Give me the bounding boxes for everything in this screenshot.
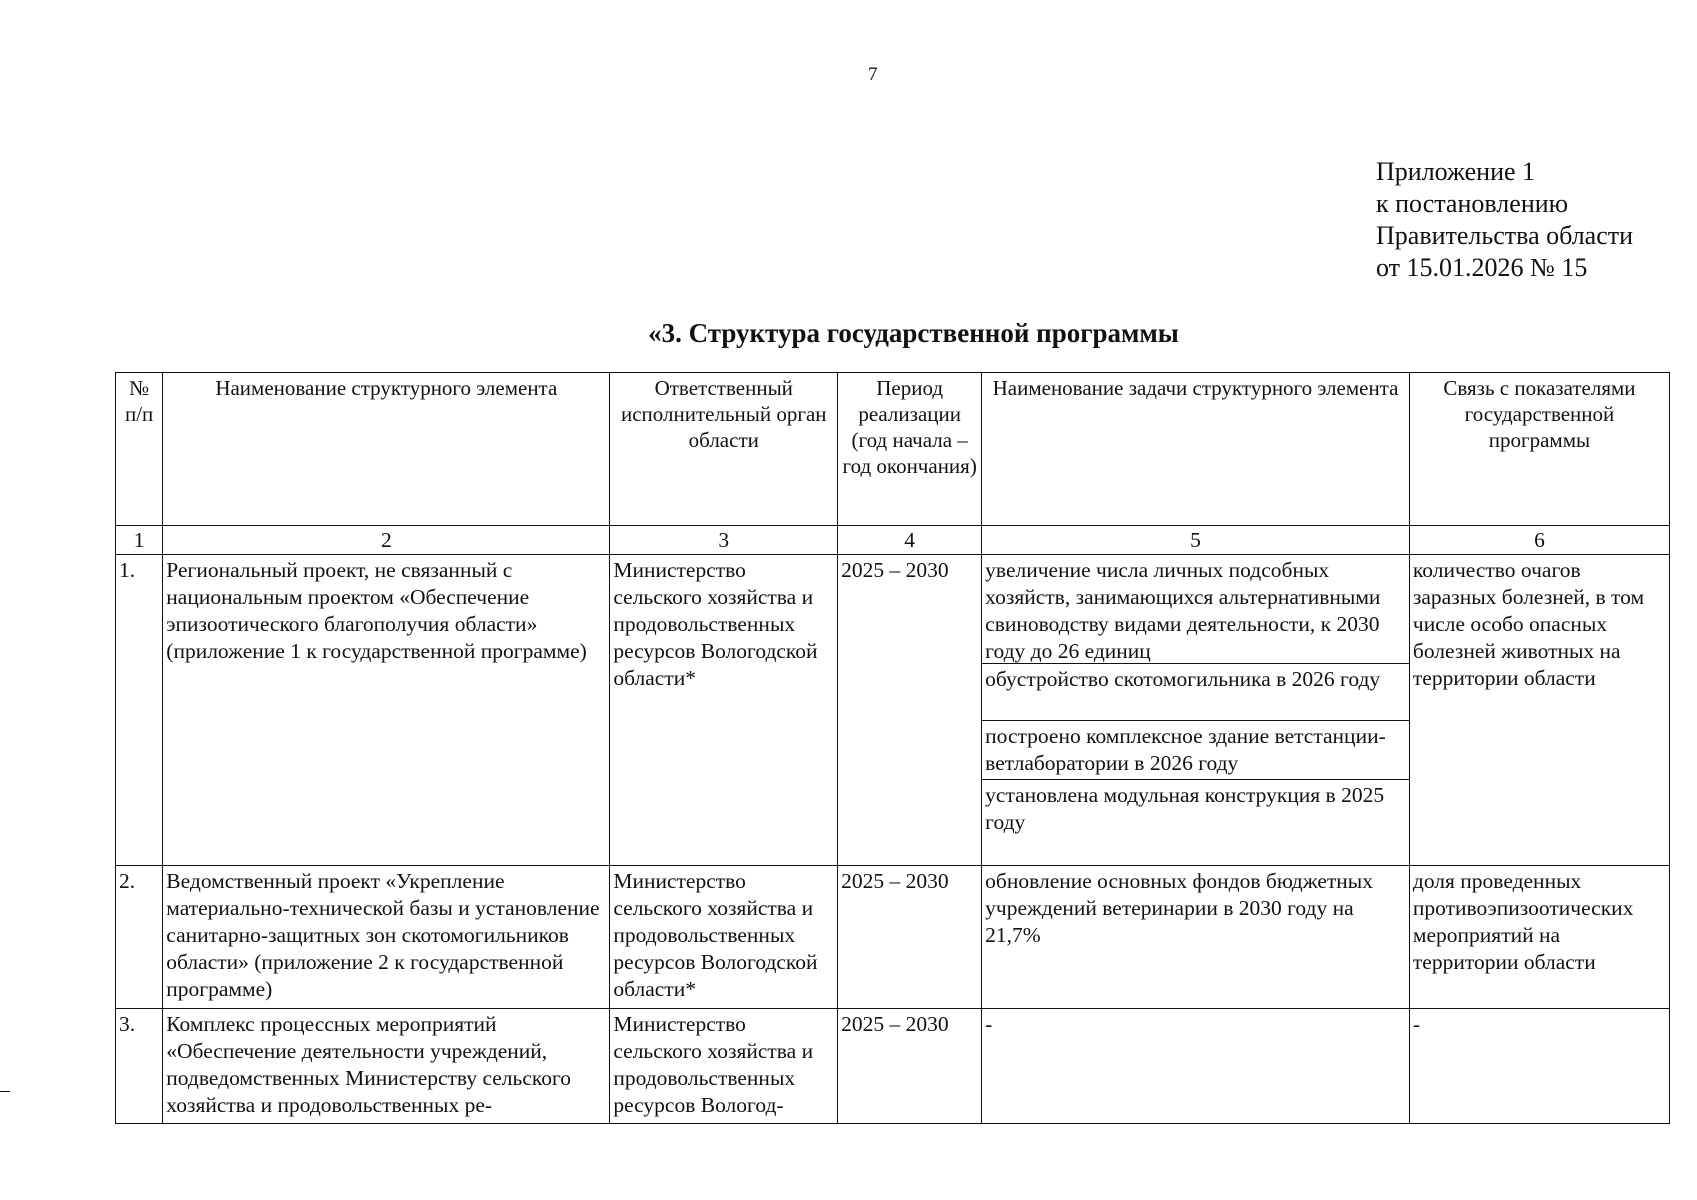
column-number: 5	[982, 526, 1410, 555]
header-task: Наименование задачи структурного элемента	[982, 373, 1410, 526]
row-executor: Министерство сельского хозяйства и продовольственных ресурсов Вологодской области*	[610, 866, 838, 1009]
appendix-line: Приложение 1	[1376, 157, 1536, 186]
margin-mark	[0, 1091, 10, 1092]
row-link: доля проведенных противоэпизоотических мероприятий на территории области	[1409, 866, 1669, 1009]
appendix-line: Правительства области	[1376, 221, 1634, 250]
column-number-row	[116, 526, 1670, 555]
row-task: обновление основных фондов бюджетных учреждений ветеринарии в 2030 году на 21,7%	[982, 866, 1410, 1009]
column-number: 1	[116, 526, 163, 555]
row-executor: Министерство сельского хозяйства и продовольственных ресурсов Вологодской области*	[610, 555, 838, 866]
row-num: 3.	[116, 1009, 163, 1124]
table-row	[116, 866, 1670, 1009]
table-row	[116, 555, 1670, 866]
row-num: 1.	[116, 555, 163, 866]
row-name: Комплекс процессных мероприятий «Обеспечение деятельности учреждений, подведомственных Министерству сельского хозяйства и продовольственных ре-	[163, 1009, 610, 1124]
row-period: 2025 – 2030	[838, 866, 982, 1009]
header-num: № п/п	[116, 373, 163, 526]
page-number: 7	[868, 64, 878, 85]
row-link: -	[1409, 1009, 1669, 1124]
appendix-line: от 15.01.2026 № 15	[1376, 253, 1588, 282]
row-tasks	[982, 555, 1410, 866]
row-name: Ведомственный проект «Укрепление материально-технической базы и установление санитарно-защитных зон скотомогильников области» (приложение 2 к государственной программе)	[163, 866, 610, 1009]
row-task: установлена модульная конструкция в 2025 году	[985, 783, 1385, 834]
row-link: количество очагов заразных болезней, в том числе особо опасных болезней животных на территории области	[1409, 555, 1669, 866]
table-row	[116, 1009, 1670, 1124]
header-link: Связь с показателями государственной программы	[1409, 373, 1669, 526]
row-executor: Министерство сельского хозяйства и продовольственных ресурсов Вологод-	[610, 1009, 838, 1124]
column-number: 4	[838, 526, 982, 555]
table-header-row	[116, 373, 1670, 526]
appendix-reference	[1376, 156, 1633, 284]
row-period: 2025 – 2030	[838, 1009, 982, 1124]
header-executor: Ответственный исполнительный орган области	[610, 373, 838, 526]
column-number: 2	[163, 526, 610, 555]
row-task: построено комплексное здание ветстанции-ветлаборатории в 2026 году	[982, 721, 1409, 780]
section-title: «3. Структура государственной программы	[648, 318, 1179, 348]
header-period: Период реализации (год начала – год окончания)	[838, 373, 982, 526]
row-task: -	[982, 1009, 1410, 1124]
appendix-line: к постановлению	[1376, 189, 1569, 218]
row-period: 2025 – 2030	[838, 555, 982, 866]
header-name: Наименование структурного элемента	[163, 373, 610, 526]
column-number: 6	[1409, 526, 1669, 555]
row-task: увеличение числа личных подсобных хозяйств, занимающихся альтернативными свиноводству видами деятельности, к 2030 году до 26 единиц	[982, 555, 1409, 664]
row-num: 2.	[116, 866, 163, 1009]
structure-table	[115, 372, 1670, 1124]
row-name: Региональный проект, не связанный с национальным проектом «Обеспечение эпизоотического благополучия области» (приложение 1 к государственной программе)	[163, 555, 610, 866]
column-number: 3	[610, 526, 838, 555]
row-task: обустройство скотомогильника в 2026 году	[982, 664, 1409, 721]
